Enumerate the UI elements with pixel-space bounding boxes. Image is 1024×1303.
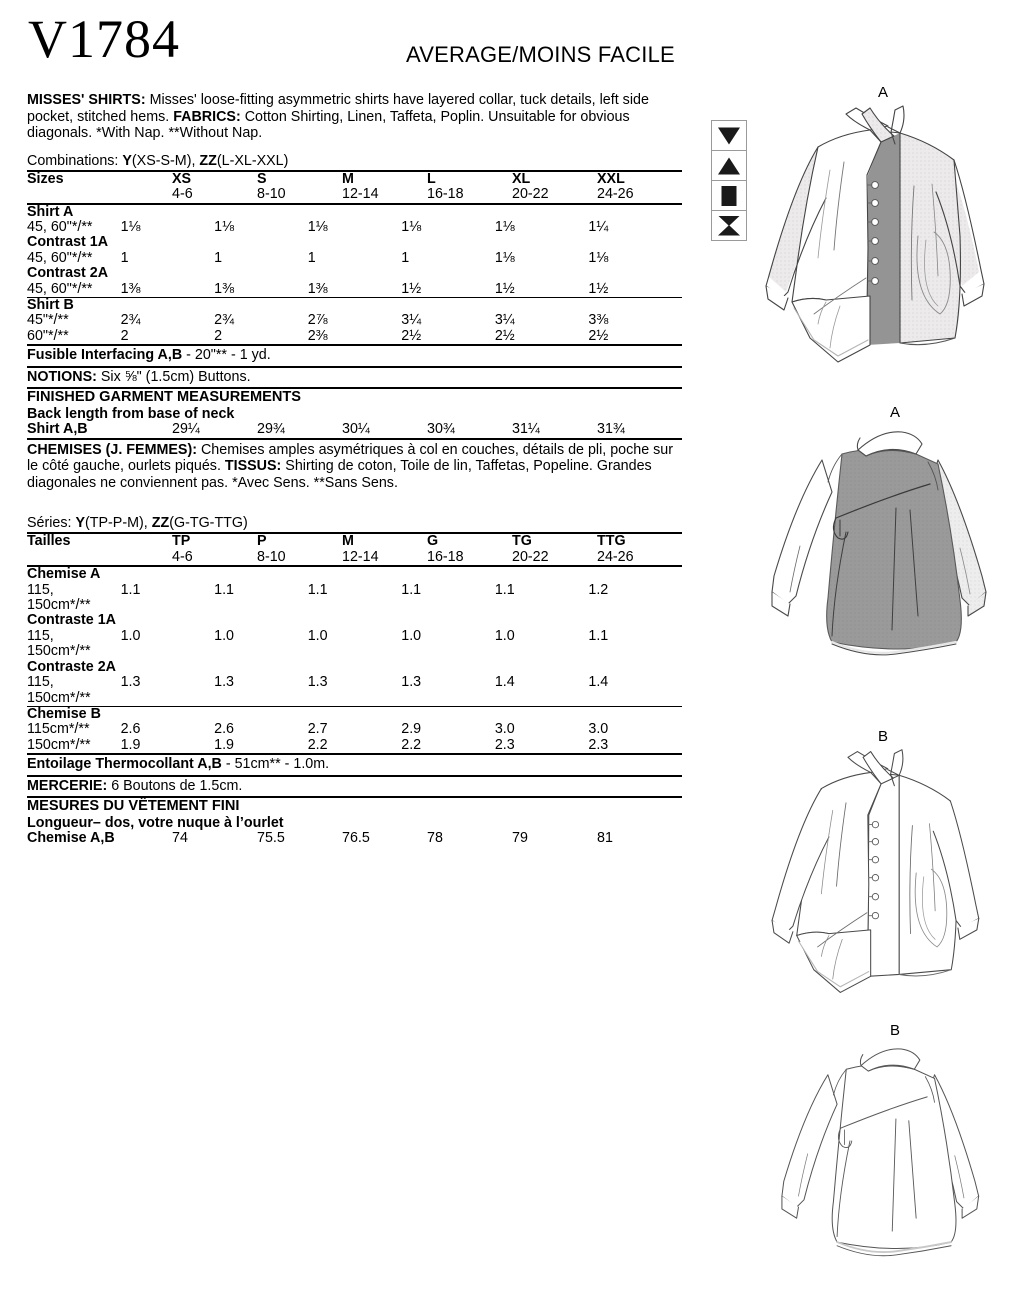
table-en-size-m: M [342,170,354,187]
table-en-size-s: S [257,170,267,187]
cell-value: 1⅛ [307,219,328,235]
group-title-shirt-a: Shirt A [27,203,74,220]
group-title-shirt-b: Shirt B [27,297,74,314]
table-row [27,251,682,266]
cell-value: 29¾ [257,421,285,438]
legend-cell-4 [712,211,746,240]
shirt-b-back-drawing [770,1038,1020,1300]
description-english [27,92,682,142]
cell-value: 2⅞ [307,312,328,329]
group-title-contrast-2a: Contrast 2A [27,265,109,282]
cell-value: 74 [172,830,188,847]
table-fr-size-g: G [427,533,439,550]
table-en-rule-bottom [27,438,682,440]
figure-label: A [877,84,888,101]
interfacing-en-rest: - 20"** - 1 yd. [182,347,271,364]
cell-value: 29¼ [172,421,200,438]
interfacing-fr-rest: - 51cm** - 1.0m. [221,756,330,773]
combinations-french [27,515,682,532]
illustration-shirt-b-back [770,1022,1020,1302]
cell-value: 2.2 [401,736,422,753]
row-label: 115cm*/** [27,721,90,738]
combo-fr-zz-rest: (G-TG-TTG) [169,515,248,532]
cell-value: 30¾ [427,421,455,438]
table-fr-numeric-ttg: 24-26 [597,548,634,565]
interfacing-fr-bold: Entoilage Thermocollant A,B [27,756,222,773]
figure-label: B [889,1022,900,1039]
figure-label: A [889,404,900,421]
cell-value: 1⅜ [307,280,328,297]
cell-value: 1⅛ [401,219,422,235]
table-row [27,707,682,722]
legend-cell-1 [712,121,746,151]
table-fr-size-tg: TG [512,533,532,550]
table-en-size-xs: XS [172,170,192,187]
combinations-en-label: Combinations: [27,152,123,169]
yardage-table-english-body-b [27,298,682,344]
cell-value: 1.0 [120,627,141,644]
cell-value: 30¼ [342,421,370,438]
layout-symbol-legend [711,120,747,241]
notions-en-rest: Six ⅝" (1.5cm) Buttons. [96,368,251,385]
cell-value: 1½ [494,280,515,297]
row-label: 45"*/** [27,312,69,329]
cell-value: 1.0 [307,627,328,644]
cell-value: 2¾ [214,312,234,329]
shirt-a-front-drawing [748,100,1018,390]
description-en-body1: Misses' loose-fitting asymmetric shirts have layered collar, tuck details, left side pocket, stitched hems. [27,92,649,125]
notions-fr-rest: 6 Boutons de 1.5cm. [107,777,243,794]
shirt-b-front-drawing [748,744,1018,1019]
table-fr-numeric-tp: 4-6 [172,548,193,565]
cell-value: 1⅛ [588,249,609,266]
rectangle-icon [722,186,737,206]
cell-value: 2.3 [588,736,609,753]
combo-fr-y-rest: (TP-P-M), [85,515,152,532]
table-row [27,266,682,281]
legend-cell-2 [712,151,746,181]
notions-en-row [27,368,682,388]
combo-fr-zz-bold: ZZ [151,515,170,532]
table-en-numeric-xs: 4-6 [172,186,193,203]
table-row [27,282,682,297]
finished-measurements-table-english [27,422,682,437]
combo-y-rest: (XS-S-M), [131,152,200,169]
cell-value: 2½ [588,327,609,344]
table-en-numeric-l: 16-18 [427,186,464,203]
row-label: 45, 60"*/** [27,219,93,235]
table-row [27,567,682,582]
cell-value: 3¼ [494,312,515,329]
row-label: 115, 150cm*/** [27,627,91,660]
cell-value: 1.1 [214,581,234,598]
table-row [27,205,682,220]
finished-measurements-table-french [27,831,682,846]
legend-cell-3 [712,181,746,211]
tissus-fr-heading: TISSUS: [224,458,282,475]
yardage-table-english-body-a [27,205,682,297]
table-en-numeric-xxl: 24-26 [597,186,634,203]
table-row [27,235,682,250]
cell-value: 2⅜ [307,327,328,344]
yardage-table-french-body-a [27,567,682,706]
cell-value: 1⅛ [214,219,234,235]
cell-value: 1⅛ [494,219,515,235]
group-title-contraste-1a: Contraste 1A [27,612,116,629]
description-en-heading: MISSES' SHIRTS: [27,92,146,108]
cell-value: 2.2 [307,736,328,753]
table-row [27,298,682,313]
row-label: 115, 150cm*/** [27,674,91,706]
pattern-number: V1784 [28,9,180,69]
table-fr-size-m: M [342,533,354,550]
content-column [27,92,682,847]
cell-value: 1⅛ [494,249,515,266]
figure-label: B [877,728,888,745]
table-row [27,738,682,753]
notions-fr-row [27,777,682,797]
cell-value: 31¼ [512,421,540,438]
table-en-size-xl: XL [512,170,531,187]
yardage-table-french-body-b [27,707,682,753]
cell-value: 78 [427,830,443,847]
table-en-size-header-row [27,172,682,187]
row-label: 115, 150cm*/** [27,581,91,614]
cell-value: 3.0 [494,721,515,738]
cell-value: 1⅜ [214,280,234,297]
description-fr-body1: Chemises amples asymétriques à col en couches, détails de pli, poche sur le côté gauche, ourlets piqués. [27,441,674,475]
cell-value: 2 [214,327,223,344]
row-label: 60"*/** [27,327,69,344]
cell-value: 1¼ [588,219,609,235]
finished-measurements-en-sub: Back length from base of neck [27,406,235,423]
cell-value: 1.0 [214,627,234,644]
cell-value: 1.1 [120,581,141,598]
triangle-down-icon [718,127,740,144]
table-fr-size-p: P [257,533,267,550]
row-label: Chemise A,B [27,830,115,847]
table-fr-size-header-row [27,534,682,549]
cell-value: 2.9 [401,721,422,738]
table-row [27,660,682,675]
cell-value: 1.3 [214,674,234,691]
cell-value: 1.1 [494,581,515,598]
table-fr-numeric-p: 8-10 [257,548,286,565]
table-row [27,313,682,328]
cell-value: 2.7 [307,721,328,738]
finished-measurements-en-title: FINISHED GARMENT MEASUREMENTS [27,389,302,406]
combo-zz-rest: (L-XL-XXL) [216,152,289,169]
table-fr-numeric-header-row [27,550,682,565]
table-en-size-xxl: XXL [597,170,625,187]
cell-value: 2½ [494,327,515,344]
description-french [27,442,682,492]
table-row [27,583,682,614]
table-row [27,422,682,437]
combo-fr-y-bold: Y [75,515,86,532]
description-fr-body2: Shirting de coton, Toile de lin, Taffetas, Popeline. Grandes diagonales ne conviennent pas. *Avec Sens. **Sans Sens. [27,458,652,491]
table-fr-size-tp: TP [172,533,191,550]
difficulty-label: AVERAGE/MOINS FACILE [406,42,675,67]
table-en-size-l: L [427,170,436,187]
cell-value: 1 [401,249,410,266]
cell-value: 81 [597,830,613,847]
cell-value: 2¾ [120,312,141,329]
row-label: 45, 60"*/** [27,280,93,297]
cell-value: 2 [120,327,129,344]
table-en-numeric-m: 12-14 [342,186,379,203]
cell-value: 3¼ [401,312,422,329]
table-fr-numeric-blank [27,550,172,565]
table-en-size-label: Sizes [27,170,64,187]
illustration-shirt-a-front [748,84,1018,389]
group-title-contraste-2a: Contraste 2A [27,658,116,675]
table-row [27,675,682,706]
cell-value: 1.1 [307,581,328,598]
finished-measurements-fr-sub: Longueur– dos, votre nuque à l’ourlet [27,815,284,832]
cell-value: 31¾ [597,421,625,438]
triangle-up-icon [718,157,740,174]
cell-value: 1½ [401,280,422,297]
table-fr-size-ttg: TTG [597,533,626,550]
cell-value: 1.1 [401,581,422,598]
group-title-contrast-1a: Contrast 1A [27,234,109,251]
row-label: 150cm*/** [27,736,91,753]
interfacing-en-row [27,346,682,366]
illustration-shirt-a-back [770,404,1020,704]
yardage-table-english [27,172,682,203]
combo-y-bold: Y [122,152,132,169]
cell-value: 1.4 [588,674,609,691]
description-fr-heading: CHEMISES (J. FEMMES): [27,441,197,458]
cell-value: 1 [214,249,223,266]
cell-value: 1.2 [588,581,609,598]
cell-value: 79 [512,830,528,847]
cell-value: 1.9 [214,736,234,753]
table-fr-size-label: Tailles [27,533,71,550]
combinations-english [27,153,682,170]
hourglass-icon [718,216,740,236]
table-row [27,220,682,235]
fabrics-en-heading: FABRICS: [173,108,241,125]
combinations-fr-label: Séries: [27,515,76,532]
table-row [27,831,682,846]
table-fr-numeric-tg: 20-22 [512,548,549,565]
cell-value: 3.0 [588,721,609,738]
notions-fr-bold: MERCERIE: [27,777,108,794]
cell-value: 2.6 [120,721,141,738]
yardage-table-french [27,534,682,565]
finished-measurements-fr-title: MESURES DU VÊTEMENT FINI [27,798,240,815]
notions-en-bold: NOTIONS: [27,368,97,385]
cell-value: 1.4 [494,674,515,691]
group-title-chemise-b: Chemise B [27,705,101,722]
table-row [27,722,682,737]
cell-value: 2.3 [494,736,515,753]
table-en-numeric-xl: 20-22 [512,186,549,203]
cell-value: 1.1 [588,627,609,644]
cell-value: 1.9 [120,736,141,753]
table-row [27,629,682,660]
cell-value: 76.5 [342,830,370,847]
illustration-shirt-b-front [748,728,1018,1018]
table-en-numeric-header-row [27,187,682,202]
cell-value: 1⅛ [120,219,141,235]
cell-value: 1.3 [120,674,141,691]
interfacing-en-bold: Fusible Interfacing A,B [27,347,183,364]
cell-value: 1½ [588,280,609,297]
shirt-a-back-drawing [770,420,1020,705]
table-en-numeric-blank [27,187,172,202]
row-label: Shirt A,B [27,421,88,438]
cell-value: 1.0 [494,627,515,644]
row-label: 45, 60"*/** [27,249,93,266]
table-fr-numeric-g: 16-18 [427,548,464,565]
cell-value: 1.0 [401,627,422,644]
cell-value: 75.5 [257,830,285,847]
combo-zz-bold: ZZ [199,152,217,169]
table-row [27,613,682,628]
cell-value: 1.3 [401,674,422,691]
interfacing-fr-row [27,755,682,775]
table-fr-numeric-m: 12-14 [342,548,379,565]
cell-value: 2.6 [214,721,234,738]
table-en-numeric-s: 8-10 [257,186,286,203]
description-en-body2: Cotton Shirting, Linen, Taffeta, Poplin. Unsuitable for obvious diagonals. *With Nap. **Without Nap. [27,108,630,142]
cell-value: 1 [307,249,316,266]
group-title-chemise-a: Chemise A [27,566,101,583]
cell-value: 2½ [401,327,422,344]
cell-value: 1 [120,249,129,266]
cell-value: 1.3 [307,674,328,691]
table-row [27,329,682,344]
cell-value: 1⅜ [120,280,141,297]
cell-value: 3⅜ [588,312,609,329]
